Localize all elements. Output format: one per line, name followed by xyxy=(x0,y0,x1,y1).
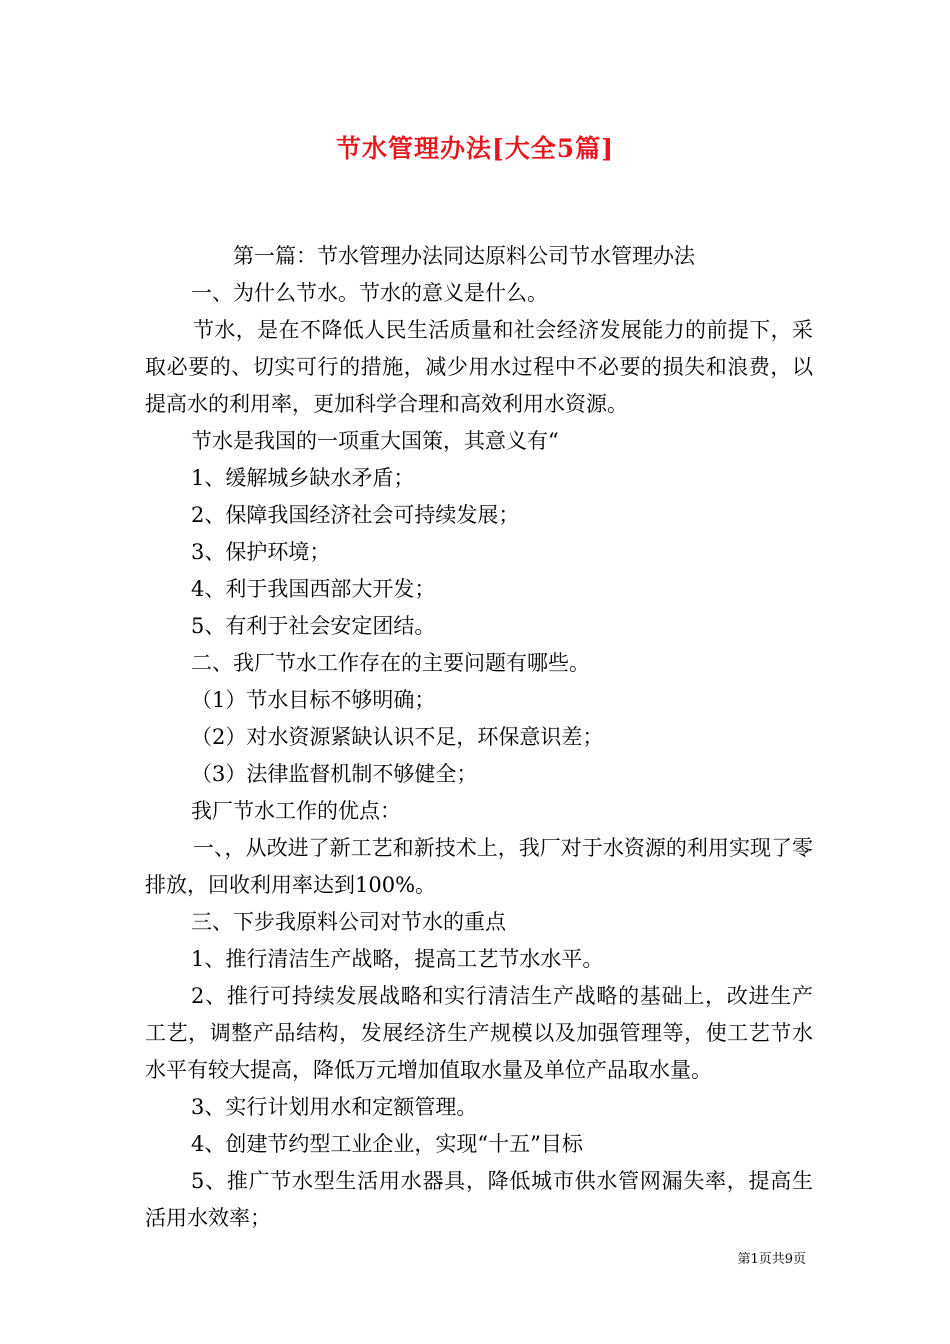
paragraph-focus-heading: 三、下步我原料公司对节水的重点 xyxy=(191,910,506,934)
paragraph-problems-heading: 二、我厂节水工作存在的主要问题有哪些。 xyxy=(191,651,590,675)
list-item: 1、缓解城乡缺水矛盾； xyxy=(191,466,415,490)
page-number-footer: 第1页共9页 xyxy=(737,1252,806,1267)
document-body xyxy=(145,238,813,1237)
list-item: （2）对水资源紧缺认识不足，环保意识差； xyxy=(191,725,604,749)
list-item: 4、利于我国西部大开发； xyxy=(191,577,436,601)
document-title: 节水管理办法[大全5篇] xyxy=(335,134,615,163)
list-item: 3、实行计划用水和定额管理。 xyxy=(191,1095,478,1119)
paragraph-advantages-heading: 我厂节水工作的优点： xyxy=(191,799,401,823)
list-item: （3）法律监督机制不够健全； xyxy=(191,762,478,786)
list-item: 2、推行可持续发展战略和实行清洁生产战略的基础上，改进生产工艺，调整产品结构，发展经济生产规模以及加强管理等，使工艺节水水平有较大提高，降低万元增加值取水量及单位产品取水量。 xyxy=(145,984,813,1082)
paragraph-advantages: 一、，从改进了新工艺和新技术上，我厂对于水资源的利用实现了零排放，回收利用率达到100%。 xyxy=(145,836,813,897)
list-item: 1、推行清洁生产战略，提高工艺节水水平。 xyxy=(191,947,604,971)
paragraph-definition: 节水，是在不降低人民生活质量和社会经济发展能力的前提下，采取必要的、切实可行的措施，减少用水过程中不必要的损失和浪费，以提高水的利用率，更加科学合理和高效利用水资源。 xyxy=(145,318,813,416)
list-item: 4、创建节约型工业企业，实现“十五”目标 xyxy=(191,1132,583,1156)
list-item: 5、有利于社会安定团结。 xyxy=(191,614,436,638)
list-item: 2、保障我国经济社会可持续发展； xyxy=(191,503,520,527)
list-item: （1）节水目标不够明确； xyxy=(191,688,436,712)
list-item: 3、保护环境； xyxy=(191,540,331,564)
paragraph-section-heading: 第一篇：节水管理办法同达原料公司节水管理办法 xyxy=(233,244,695,268)
paragraph-significance-intro: 节水是我国的一项重大国策，其意义有“ xyxy=(191,429,559,453)
paragraph-question-heading: 一、为什么节水。节水的意义是什么。 xyxy=(191,281,548,305)
list-item: 5、推广节水型生活用水器具，降低城市供水管网漏失率，提高生活用水效率； xyxy=(145,1169,813,1230)
